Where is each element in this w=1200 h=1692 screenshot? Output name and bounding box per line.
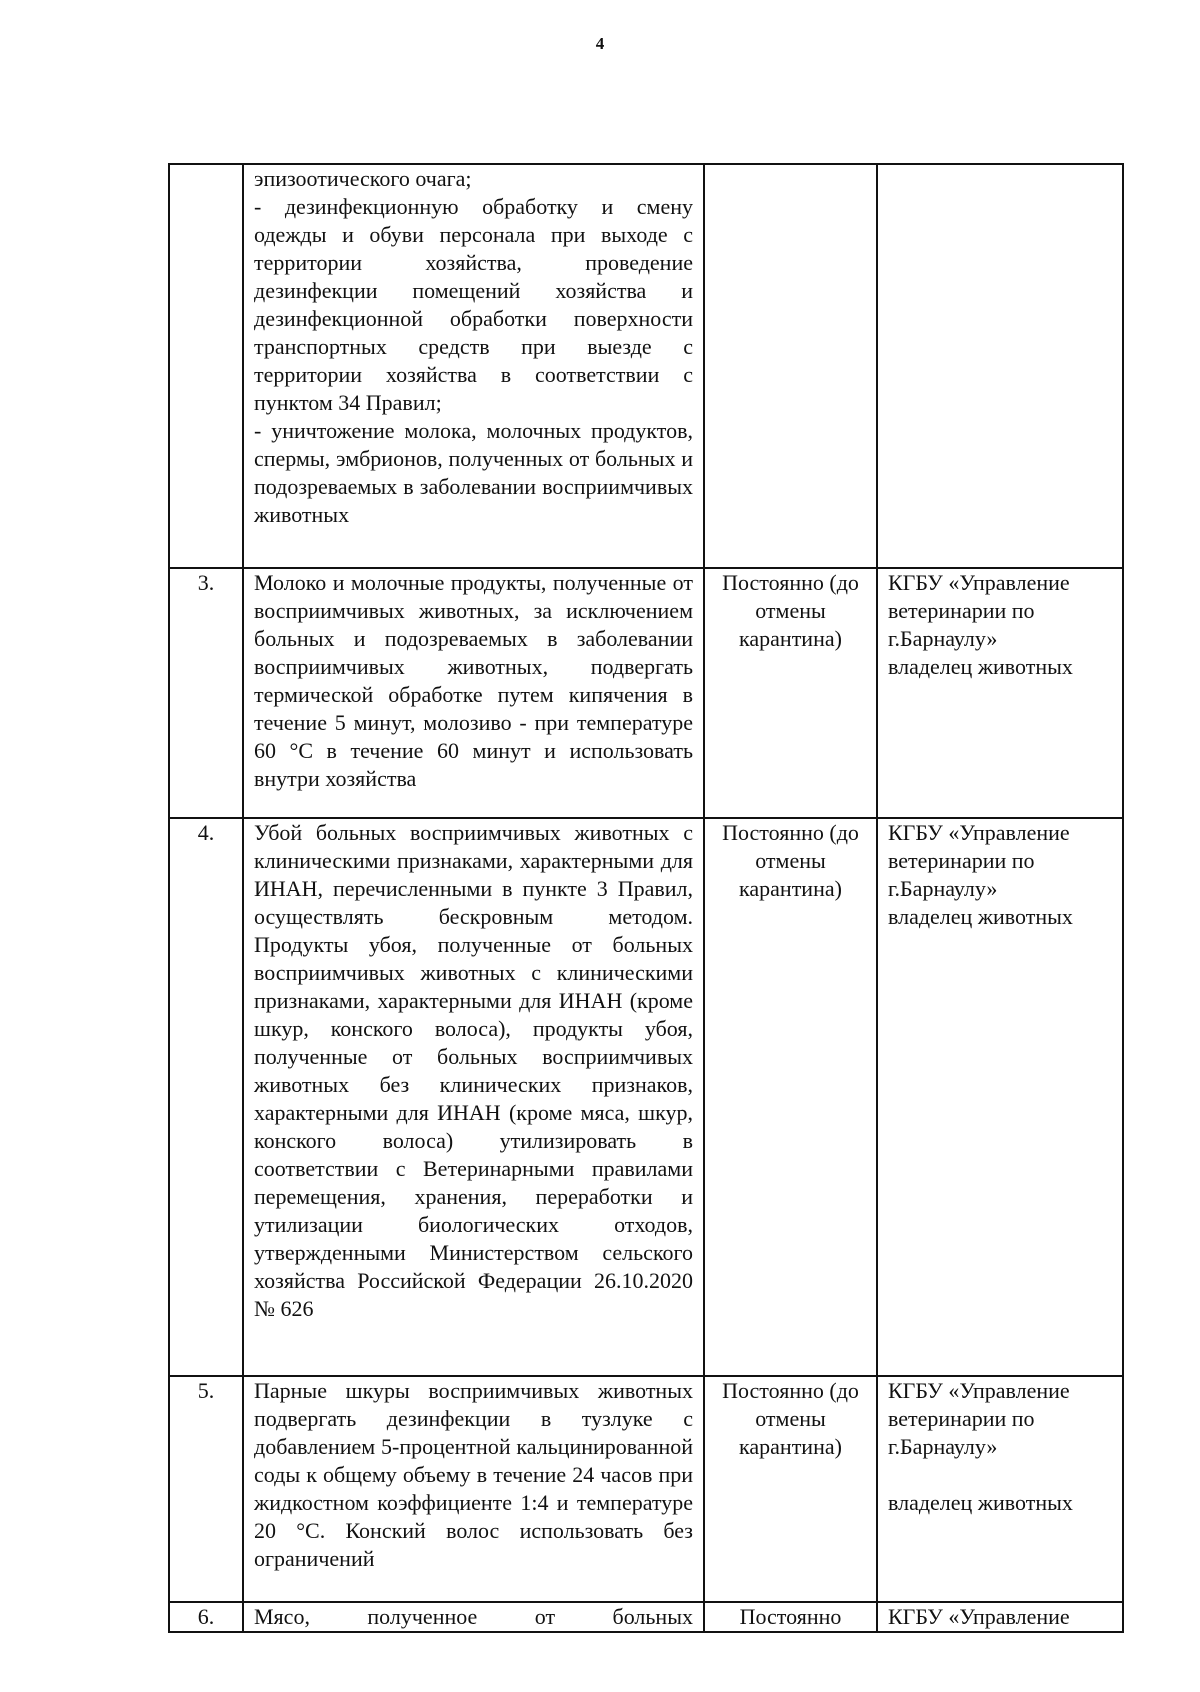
- table-row: [169, 1376, 1123, 1602]
- responsible-owner: владелец животных: [888, 904, 1073, 929]
- table-row: [169, 818, 1123, 1376]
- deadline-cell: [704, 164, 877, 568]
- deadline-cell: Постоянно: [704, 1602, 877, 1632]
- responsible-owner: владелец животных: [888, 654, 1073, 679]
- responsible-org: КГБУ «Управление ветеринарии по г.Барнаулу»: [888, 820, 1070, 901]
- table-row: [169, 164, 1123, 568]
- measure-text: [243, 164, 704, 568]
- responsible-cell: [877, 1602, 1123, 1632]
- row-number: [169, 164, 243, 568]
- row-number: 5.: [169, 1376, 243, 1602]
- responsible-cell: [877, 1376, 1123, 1602]
- responsible-org: КГБУ «Управление ветеринарии по г.Барнаулу»: [888, 570, 1070, 651]
- table-row: [169, 1602, 1123, 1632]
- row-number: 4.: [169, 818, 243, 1376]
- row-number: 3.: [169, 568, 243, 818]
- measure-text: Мясо, полученное от больных: [243, 1602, 704, 1632]
- measures-table: [168, 163, 1124, 1633]
- deadline-cell: Постоянно (до отмены карантина): [704, 568, 877, 818]
- deadline-cell: Постоянно (до отмены карантина): [704, 818, 877, 1376]
- spacer: [888, 1461, 1112, 1489]
- page-number: 4: [595, 34, 605, 53]
- deadline-cell: Постоянно (до отмены карантина): [704, 1376, 877, 1602]
- responsible-org: КГБУ «Управление: [888, 1604, 1070, 1629]
- row-number: 6.: [169, 1602, 243, 1632]
- responsible-cell: [877, 818, 1123, 1376]
- table-row: [169, 568, 1123, 818]
- responsible-org: КГБУ «Управление ветеринарии по г.Барнаулу»: [888, 1378, 1070, 1459]
- responsible-cell: [877, 568, 1123, 818]
- measure-text: Молоко и молочные продукты, полученные от восприимчивых животных, за исключением больных и подозреваемых в заболевании восприимчивых животных, подвергать термической обработке путем кипячения в течение 5 минут, молозиво - при температуре 60 °С в течение 60 минут и использовать внутри хозяйства: [243, 568, 704, 818]
- responsible-owner: владелец животных: [888, 1490, 1073, 1515]
- measure-text: Парные шкуры восприимчивых животных подвергать дезинфекции в тузлуке с добавлением 5-процентной кальцинированной соды к общему объему в течение 24 часов при жидкостном коэффициенте 1:4 и температуре 20 °С. Конский волос использовать без ограничений: [243, 1376, 704, 1602]
- measure-text: Убой больных восприимчивых животных с клиническими признаками, характерными для ИНАН, перечисленными в пункте 3 Правил, осуществлять бескровным методом. Продукты убоя, полученные от больных восприимчивых животных с клиническими признаками, характерными для ИНАН (кроме шкур, конского волоса), продукты убоя, полученные от больных восприимчивых животных без клинических признаков, характерными для ИНАН (кроме мяса, шкур, конского волоса) утилизировать в соответствии с Ветеринарными правилами перемещения, хранения, переработки и утилизации биологических отходов, утвержденными Министерством сельского хозяйства Российской Федерации 26.10.2020 № 626: [243, 818, 704, 1376]
- measure-text-content: эпизоотического очага; - дезинфекционную обработку и смену одежды и обуви персонала при выходе с территории хозяйства, проведение дезинфекции помещений хозяйства и дезинфекционной обработки поверхности транспортных средств при выезде с территории хозяйства в соответствии с пунктом 34 Правил; - уничтожение молока, молочных продуктов, спермы, эмбрионов, полученных от больных и подозреваемых в заболевании восприимчивых животных: [254, 166, 693, 527]
- responsible-cell: [877, 164, 1123, 568]
